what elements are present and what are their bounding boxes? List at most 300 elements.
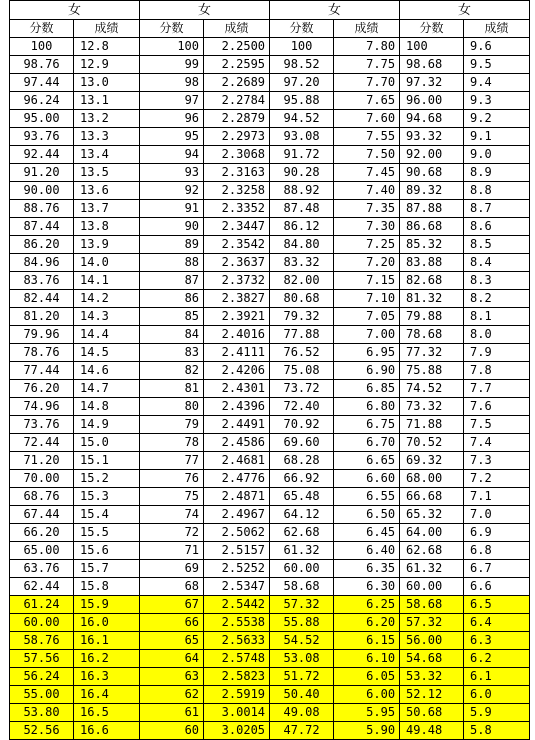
score-cell: 95.88 <box>270 92 334 110</box>
score-cell: 79.96 <box>10 326 74 344</box>
result-cell: 2.3352 <box>204 200 270 218</box>
result-cell: 7.7 <box>464 380 530 398</box>
result-cell: 6.00 <box>334 686 400 704</box>
score-cell: 97.44 <box>10 74 74 92</box>
score-cell: 50.40 <box>270 686 334 704</box>
score-cell: 61.24 <box>10 596 74 614</box>
score-cell: 65.48 <box>270 488 334 506</box>
score-cell: 63.76 <box>10 560 74 578</box>
table-row <box>10 92 530 110</box>
result-cell: 6.95 <box>334 344 400 362</box>
result-cell: 7.9 <box>464 344 530 362</box>
result-cell: 2.4776 <box>204 470 270 488</box>
score-cell: 73.32 <box>400 398 464 416</box>
result-cell: 9.6 <box>464 38 530 56</box>
result-cell: 6.9 <box>464 524 530 542</box>
score-cell: 92 <box>140 182 204 200</box>
score-cell: 91.20 <box>10 164 74 182</box>
score-cell: 71.20 <box>10 452 74 470</box>
header-score-3: 分数 <box>270 20 334 38</box>
score-cell: 60.00 <box>400 578 464 596</box>
table-row <box>10 326 530 344</box>
result-cell: 15.4 <box>74 506 140 524</box>
result-cell: 7.1 <box>464 488 530 506</box>
result-cell: 7.30 <box>334 218 400 236</box>
score-cell: 98.68 <box>400 56 464 74</box>
score-cell: 69 <box>140 560 204 578</box>
score-cell: 70.00 <box>10 470 74 488</box>
score-cell: 78.68 <box>400 326 464 344</box>
score-cell: 87.44 <box>10 218 74 236</box>
score-cell: 86 <box>140 290 204 308</box>
score-cell: 60.00 <box>10 614 74 632</box>
table-row <box>10 128 530 146</box>
result-cell: 15.8 <box>74 578 140 596</box>
table-row <box>10 470 530 488</box>
score-table-body <box>10 1 530 740</box>
result-cell: 7.15 <box>334 272 400 290</box>
score-table <box>9 0 530 740</box>
result-cell: 6.4 <box>464 614 530 632</box>
header-result-4: 成绩 <box>464 20 530 38</box>
score-cell: 93 <box>140 164 204 182</box>
result-cell: 5.95 <box>334 704 400 722</box>
score-cell: 68 <box>140 578 204 596</box>
table-row <box>10 56 530 74</box>
score-cell: 66.20 <box>10 524 74 542</box>
result-cell: 6.25 <box>334 596 400 614</box>
result-cell: 7.3 <box>464 452 530 470</box>
result-cell: 6.3 <box>464 632 530 650</box>
score-cell: 79.32 <box>270 308 334 326</box>
result-cell: 7.0 <box>464 506 530 524</box>
score-cell: 71 <box>140 542 204 560</box>
table-row <box>10 614 530 632</box>
result-cell: 7.45 <box>334 164 400 182</box>
score-cell: 98 <box>140 74 204 92</box>
result-cell: 7.2 <box>464 470 530 488</box>
result-cell: 13.7 <box>74 200 140 218</box>
score-cell: 98.52 <box>270 56 334 74</box>
score-cell: 50.68 <box>400 704 464 722</box>
header-score-4: 分数 <box>400 20 464 38</box>
result-cell: 2.4586 <box>204 434 270 452</box>
score-cell: 56.24 <box>10 668 74 686</box>
score-cell: 80.68 <box>270 290 334 308</box>
header-result-1: 成绩 <box>74 20 140 38</box>
score-cell: 91.72 <box>270 146 334 164</box>
result-cell: 13.0 <box>74 74 140 92</box>
table-row <box>10 668 530 686</box>
gender-title-1: 女 <box>10 1 140 20</box>
score-cell: 57.32 <box>270 596 334 614</box>
table-row <box>10 236 530 254</box>
score-cell: 97 <box>140 92 204 110</box>
score-cell: 100 <box>270 38 334 56</box>
score-cell: 93.32 <box>400 128 464 146</box>
score-cell: 65 <box>140 632 204 650</box>
result-cell: 2.2784 <box>204 92 270 110</box>
result-cell: 16.0 <box>74 614 140 632</box>
result-cell: 2.3637 <box>204 254 270 272</box>
result-cell: 14.0 <box>74 254 140 272</box>
result-cell: 6.70 <box>334 434 400 452</box>
score-cell: 62.44 <box>10 578 74 596</box>
result-cell: 7.8 <box>464 362 530 380</box>
result-cell: 5.9 <box>464 704 530 722</box>
header-result-2: 成绩 <box>204 20 270 38</box>
score-cell: 96.00 <box>400 92 464 110</box>
result-cell: 6.80 <box>334 398 400 416</box>
score-cell: 85.32 <box>400 236 464 254</box>
score-cell: 92.44 <box>10 146 74 164</box>
result-cell: 6.35 <box>334 560 400 578</box>
result-cell: 16.1 <box>74 632 140 650</box>
score-cell: 61 <box>140 704 204 722</box>
score-cell: 92.00 <box>400 146 464 164</box>
result-cell: 7.5 <box>464 416 530 434</box>
score-cell: 75.08 <box>270 362 334 380</box>
score-cell: 84 <box>140 326 204 344</box>
score-cell: 52.12 <box>400 686 464 704</box>
score-cell: 96 <box>140 110 204 128</box>
result-cell: 14.9 <box>74 416 140 434</box>
score-cell: 49.08 <box>270 704 334 722</box>
score-cell: 61.32 <box>270 542 334 560</box>
result-cell: 15.7 <box>74 560 140 578</box>
result-cell: 2.5919 <box>204 686 270 704</box>
result-cell: 6.2 <box>464 650 530 668</box>
result-cell: 7.4 <box>464 434 530 452</box>
table-row <box>10 650 530 668</box>
result-cell: 14.2 <box>74 290 140 308</box>
result-cell: 6.45 <box>334 524 400 542</box>
score-cell: 81.20 <box>10 308 74 326</box>
result-cell: 2.4967 <box>204 506 270 524</box>
result-cell: 2.2879 <box>204 110 270 128</box>
score-cell: 75 <box>140 488 204 506</box>
score-cell: 68.28 <box>270 452 334 470</box>
score-cell: 76.20 <box>10 380 74 398</box>
score-cell: 72.40 <box>270 398 334 416</box>
result-cell: 15.0 <box>74 434 140 452</box>
score-cell: 55.88 <box>270 614 334 632</box>
score-cell: 94.68 <box>400 110 464 128</box>
result-cell: 2.4491 <box>204 416 270 434</box>
title-row <box>10 1 530 20</box>
score-cell: 100 <box>140 38 204 56</box>
score-cell: 77.88 <box>270 326 334 344</box>
score-cell: 94 <box>140 146 204 164</box>
result-cell: 16.5 <box>74 704 140 722</box>
score-cell: 68.76 <box>10 488 74 506</box>
result-cell: 14.6 <box>74 362 140 380</box>
result-cell: 6.85 <box>334 380 400 398</box>
score-cell: 67 <box>140 596 204 614</box>
result-cell: 2.5347 <box>204 578 270 596</box>
score-cell: 85 <box>140 308 204 326</box>
result-cell: 2.4301 <box>204 380 270 398</box>
score-cell: 53.32 <box>400 668 464 686</box>
result-cell: 2.2689 <box>204 74 270 92</box>
result-cell: 2.3068 <box>204 146 270 164</box>
table-row <box>10 578 530 596</box>
result-cell: 2.2500 <box>204 38 270 56</box>
result-cell: 8.5 <box>464 236 530 254</box>
score-cell: 57.56 <box>10 650 74 668</box>
table-row <box>10 488 530 506</box>
table-row <box>10 398 530 416</box>
score-cell: 62.68 <box>270 524 334 542</box>
score-cell: 81.32 <box>400 290 464 308</box>
score-cell: 83.32 <box>270 254 334 272</box>
result-cell: 2.3542 <box>204 236 270 254</box>
result-cell: 14.5 <box>74 344 140 362</box>
result-cell: 6.75 <box>334 416 400 434</box>
result-cell: 7.35 <box>334 200 400 218</box>
result-cell: 7.20 <box>334 254 400 272</box>
score-cell: 93.08 <box>270 128 334 146</box>
result-cell: 2.2595 <box>204 56 270 74</box>
score-cell: 89 <box>140 236 204 254</box>
result-cell: 13.8 <box>74 218 140 236</box>
result-cell: 2.4111 <box>204 344 270 362</box>
score-cell: 83 <box>140 344 204 362</box>
table-row <box>10 182 530 200</box>
score-cell: 87.48 <box>270 200 334 218</box>
header-row <box>10 20 530 38</box>
score-cell: 82 <box>140 362 204 380</box>
result-cell: 7.6 <box>464 398 530 416</box>
score-cell: 86.12 <box>270 218 334 236</box>
result-cell: 15.3 <box>74 488 140 506</box>
score-cell: 51.72 <box>270 668 334 686</box>
result-cell: 15.2 <box>74 470 140 488</box>
result-cell: 2.5252 <box>204 560 270 578</box>
score-cell: 82.68 <box>400 272 464 290</box>
table-row <box>10 686 530 704</box>
score-cell: 47.72 <box>270 722 334 740</box>
result-cell: 15.9 <box>74 596 140 614</box>
score-cell: 86.68 <box>400 218 464 236</box>
score-cell: 72 <box>140 524 204 542</box>
result-cell: 12.8 <box>74 38 140 56</box>
score-cell: 54.52 <box>270 632 334 650</box>
score-cell: 78.76 <box>10 344 74 362</box>
result-cell: 7.70 <box>334 74 400 92</box>
result-cell: 2.3827 <box>204 290 270 308</box>
score-cell: 81 <box>140 380 204 398</box>
score-cell: 78 <box>140 434 204 452</box>
result-cell: 7.65 <box>334 92 400 110</box>
result-cell: 9.1 <box>464 128 530 146</box>
result-cell: 6.65 <box>334 452 400 470</box>
result-cell: 9.2 <box>464 110 530 128</box>
result-cell: 14.3 <box>74 308 140 326</box>
result-cell: 7.05 <box>334 308 400 326</box>
score-cell: 70.92 <box>270 416 334 434</box>
result-cell: 6.50 <box>334 506 400 524</box>
table-row <box>10 632 530 650</box>
result-cell: 9.3 <box>464 92 530 110</box>
result-cell: 8.6 <box>464 218 530 236</box>
score-cell: 90.28 <box>270 164 334 182</box>
result-cell: 2.5823 <box>204 668 270 686</box>
result-cell: 15.6 <box>74 542 140 560</box>
result-cell: 8.4 <box>464 254 530 272</box>
score-cell: 100 <box>10 38 74 56</box>
table-row <box>10 74 530 92</box>
result-cell: 8.9 <box>464 164 530 182</box>
score-cell: 77.32 <box>400 344 464 362</box>
result-cell: 7.75 <box>334 56 400 74</box>
result-cell: 16.3 <box>74 668 140 686</box>
score-cell: 76 <box>140 470 204 488</box>
score-cell: 84.80 <box>270 236 334 254</box>
result-cell: 2.3732 <box>204 272 270 290</box>
score-cell: 87.88 <box>400 200 464 218</box>
score-cell: 83.76 <box>10 272 74 290</box>
table-row <box>10 560 530 578</box>
result-cell: 2.3163 <box>204 164 270 182</box>
score-cell: 65.32 <box>400 506 464 524</box>
result-cell: 6.8 <box>464 542 530 560</box>
score-cell: 66.68 <box>400 488 464 506</box>
result-cell: 8.1 <box>464 308 530 326</box>
table-row <box>10 218 530 236</box>
score-cell: 87 <box>140 272 204 290</box>
result-cell: 13.9 <box>74 236 140 254</box>
score-cell: 64.00 <box>400 524 464 542</box>
result-cell: 14.7 <box>74 380 140 398</box>
table-row <box>10 164 530 182</box>
result-cell: 6.20 <box>334 614 400 632</box>
score-cell: 90.00 <box>10 182 74 200</box>
score-cell: 69.32 <box>400 452 464 470</box>
result-cell: 8.7 <box>464 200 530 218</box>
score-cell: 97.32 <box>400 74 464 92</box>
header-result-3: 成绩 <box>334 20 400 38</box>
table-row <box>10 146 530 164</box>
result-cell: 2.5062 <box>204 524 270 542</box>
score-cell: 94.52 <box>270 110 334 128</box>
score-cell: 89.32 <box>400 182 464 200</box>
result-cell: 8.8 <box>464 182 530 200</box>
score-cell: 60.00 <box>270 560 334 578</box>
score-cell: 65.00 <box>10 542 74 560</box>
result-cell: 15.5 <box>74 524 140 542</box>
score-cell: 49.48 <box>400 722 464 740</box>
score-cell: 71.88 <box>400 416 464 434</box>
score-cell: 83.88 <box>400 254 464 272</box>
score-cell: 97.20 <box>270 74 334 92</box>
result-cell: 15.1 <box>74 452 140 470</box>
result-cell: 9.5 <box>464 56 530 74</box>
result-cell: 6.1 <box>464 668 530 686</box>
result-cell: 6.7 <box>464 560 530 578</box>
score-cell: 63 <box>140 668 204 686</box>
score-cell: 91 <box>140 200 204 218</box>
result-cell: 16.6 <box>74 722 140 740</box>
result-cell: 2.3921 <box>204 308 270 326</box>
gender-title-2: 女 <box>140 1 270 20</box>
score-cell: 72.44 <box>10 434 74 452</box>
result-cell: 5.90 <box>334 722 400 740</box>
score-cell: 70.52 <box>400 434 464 452</box>
table-row <box>10 704 530 722</box>
result-cell: 7.40 <box>334 182 400 200</box>
result-cell: 2.3447 <box>204 218 270 236</box>
score-cell: 61.32 <box>400 560 464 578</box>
result-cell: 6.10 <box>334 650 400 668</box>
result-cell: 6.0 <box>464 686 530 704</box>
score-cell: 82.44 <box>10 290 74 308</box>
score-cell: 55.00 <box>10 686 74 704</box>
table-row <box>10 596 530 614</box>
score-cell: 93.76 <box>10 128 74 146</box>
result-cell: 7.00 <box>334 326 400 344</box>
table-row <box>10 452 530 470</box>
result-cell: 6.6 <box>464 578 530 596</box>
score-cell: 58.68 <box>400 596 464 614</box>
result-cell: 7.50 <box>334 146 400 164</box>
score-cell: 86.20 <box>10 236 74 254</box>
score-cell: 77 <box>140 452 204 470</box>
result-cell: 8.0 <box>464 326 530 344</box>
result-cell: 2.4871 <box>204 488 270 506</box>
result-cell: 2.2973 <box>204 128 270 146</box>
score-cell: 73.72 <box>270 380 334 398</box>
score-cell: 88.92 <box>270 182 334 200</box>
result-cell: 5.8 <box>464 722 530 740</box>
result-cell: 2.5442 <box>204 596 270 614</box>
score-cell: 67.44 <box>10 506 74 524</box>
table-row <box>10 542 530 560</box>
result-cell: 6.60 <box>334 470 400 488</box>
header-score-2: 分数 <box>140 20 204 38</box>
score-cell: 66.92 <box>270 470 334 488</box>
result-cell: 13.5 <box>74 164 140 182</box>
score-cell: 64.12 <box>270 506 334 524</box>
score-cell: 58.76 <box>10 632 74 650</box>
result-cell: 13.3 <box>74 128 140 146</box>
score-cell: 79.88 <box>400 308 464 326</box>
result-cell: 7.25 <box>334 236 400 254</box>
score-cell: 60 <box>140 722 204 740</box>
table-row <box>10 362 530 380</box>
score-cell: 95 <box>140 128 204 146</box>
result-cell: 7.55 <box>334 128 400 146</box>
score-cell: 82.00 <box>270 272 334 290</box>
score-cell: 53.08 <box>270 650 334 668</box>
table-row <box>10 524 530 542</box>
result-cell: 13.1 <box>74 92 140 110</box>
result-cell: 2.5748 <box>204 650 270 668</box>
score-cell: 73.76 <box>10 416 74 434</box>
table-row <box>10 272 530 290</box>
result-cell: 13.6 <box>74 182 140 200</box>
score-cell: 62.68 <box>400 542 464 560</box>
table-row <box>10 344 530 362</box>
score-cell: 76.52 <box>270 344 334 362</box>
result-cell: 6.55 <box>334 488 400 506</box>
score-cell: 77.44 <box>10 362 74 380</box>
table-row <box>10 200 530 218</box>
score-cell: 54.68 <box>400 650 464 668</box>
gender-title-3: 女 <box>270 1 400 20</box>
result-cell: 13.2 <box>74 110 140 128</box>
result-cell: 6.5 <box>464 596 530 614</box>
